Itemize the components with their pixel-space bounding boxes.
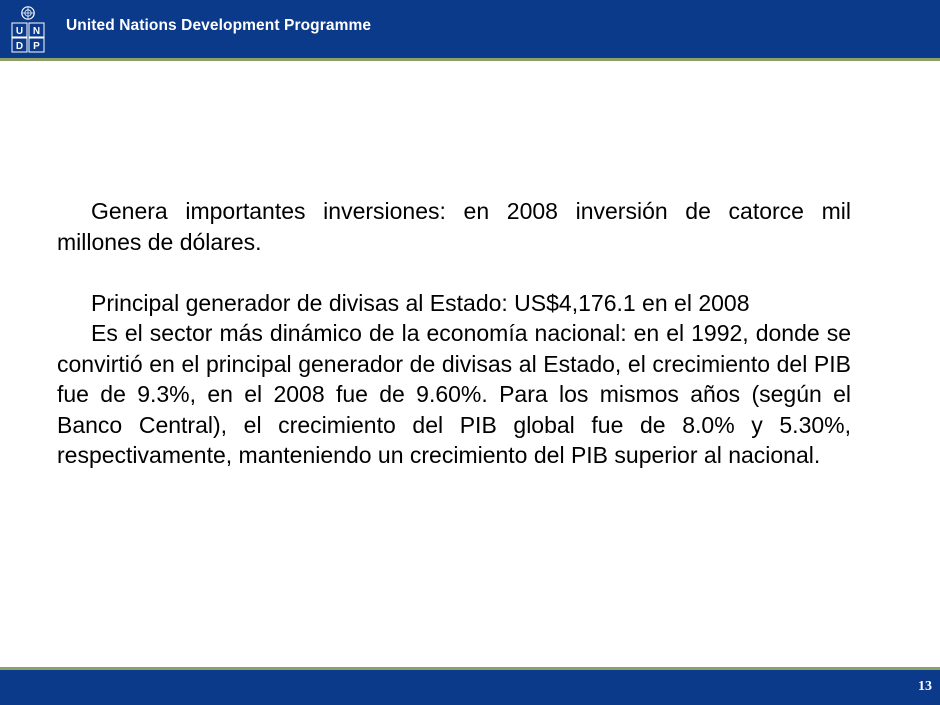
logo-letter: N: [32, 26, 41, 37]
paragraph-dynamic-sector: Es el sector más dinámico de la economía nacional: en el 1992, donde se convirtió en el principal generador de divisas al Estado, el crecimiento del PIB fue de 9.3%, en el 2008 fue de 9.60%. Para los mismos años (según el Banco Central), el crecimiento del PIB global fue de 8.0% y 5.30%, respectivamente, manteniendo un crecimiento del PIB superior al nacional.: [57, 320, 851, 468]
undp-logo-icon: [10, 4, 46, 54]
logo-letter: D: [15, 41, 24, 52]
un-emblem-icon: [22, 7, 34, 19]
slide-body: [57, 196, 851, 471]
header-bar: [0, 0, 940, 58]
header-divider: [0, 58, 940, 61]
footer-bar: [0, 670, 940, 705]
organization-name: United Nations Development Programme: [66, 17, 372, 34]
paragraph-foreign-currency: Principal generador de divisas al Estado: US$4,176.1 en el 2008: [91, 289, 750, 316]
logo-letter: P: [33, 41, 40, 52]
page-number: 13: [918, 679, 932, 694]
logo-letter: U: [15, 26, 24, 37]
paragraph-investment: Genera importantes inversiones: en 2008 inversión de catorce mil millones de dólares.: [57, 198, 851, 255]
